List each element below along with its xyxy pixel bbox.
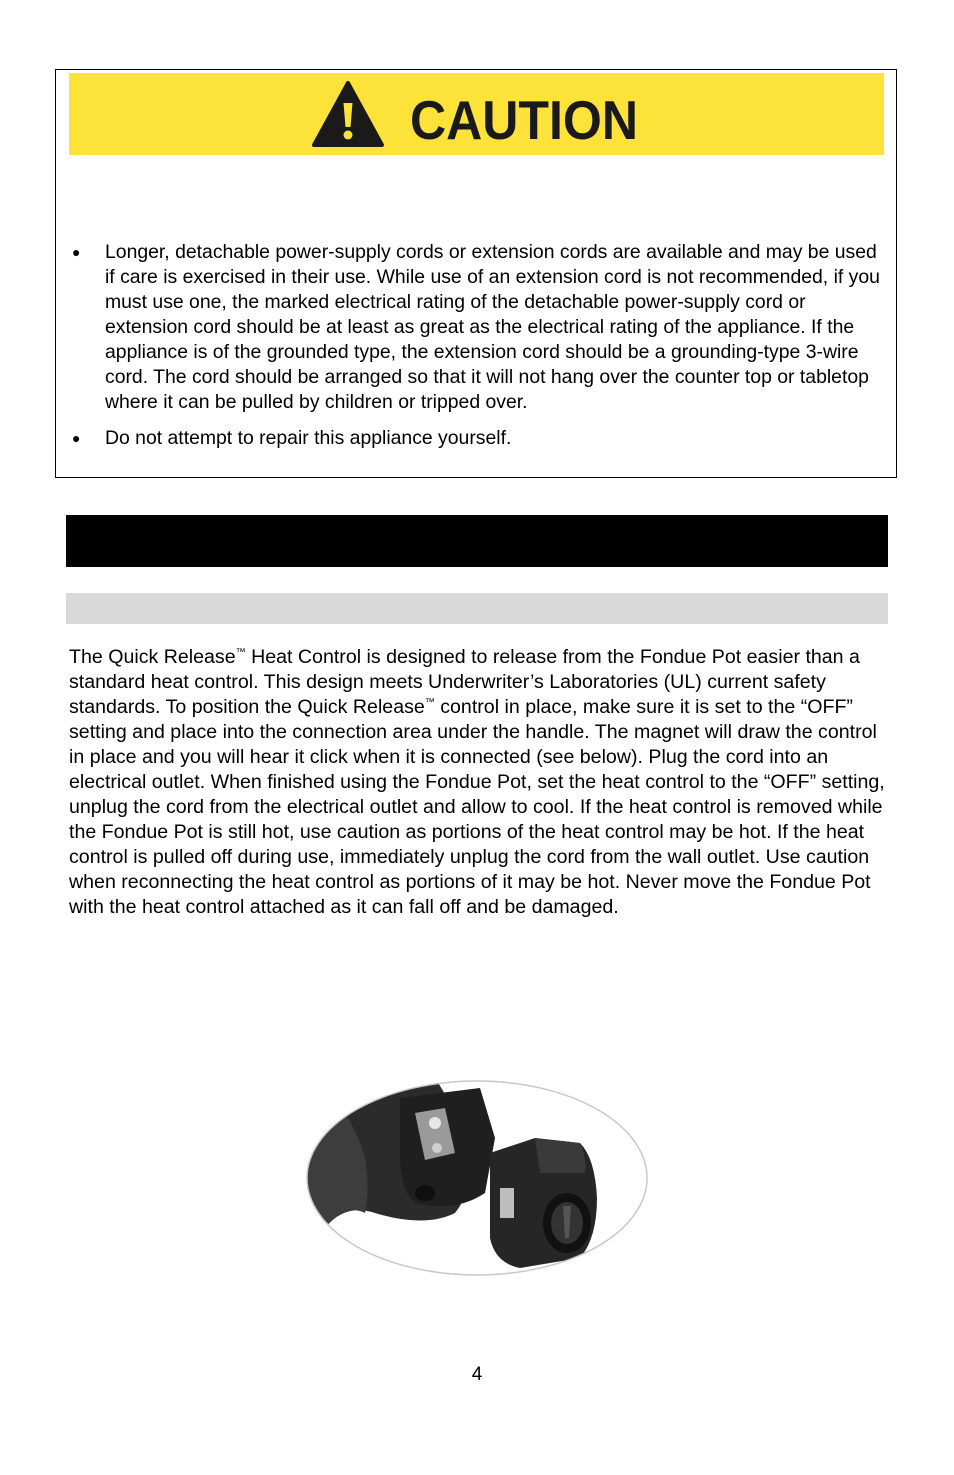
- warning-triangle-icon: [314, 83, 382, 145]
- heat-control-paragraph: [69, 645, 889, 920]
- trademark-symbol: ™: [424, 697, 435, 708]
- list-item-text: Longer, detachable power-supply cords or extension cords are available and may be used if care is exercised in their use. While use of an extension cord is not recommended, if you must use one, the marked electrical rating of the detachable power-supply cord or extension cord should be at least as great as the electrical rating of the appliance. If the appliance is of the grounded type, the extension cord should be a grounding-type 3-wire cord. The cord should be arranged so that it will not hang over the counter top or tabletop where it can be pulled by children or tripped over.: [105, 241, 880, 413]
- paragraph-text: control in place, make sure it is set to the “OFF” setting and place into the connection area under the handle. The magnet will draw the control in place and you will hear it click when it is connected (see below). Plug the cord into an electrical outlet. When finished using the Fondue Pot, set the heat control to the “OFF” setting, unplug the cord from the electrical outlet and allow to cool. If the heat control is removed while the Fondue Pot is still hot, use caution as portions of the heat control may be hot. If the heat control is pulled off during use, immediately unplug the cord from the wall outlet. Use caution when reconnecting the heat control as portions of it may be hot. Never move the Fondue Pot with the heat control attached as it can fall off and be damaged.: [69, 696, 885, 918]
- bullet-icon: ●: [72, 244, 81, 260]
- caution-bullet-list: [56, 240, 898, 462]
- subsection-header-bar: [66, 593, 888, 624]
- bullet-icon: ●: [72, 430, 81, 446]
- section-header-bar: [66, 515, 888, 567]
- list-item: [56, 426, 898, 451]
- list-item: [56, 240, 898, 415]
- heat-control-photo: [305, 1078, 650, 1278]
- paragraph-text: Heat Control is designed to release from the Fondue Pot easier than a standard heat control. This design meets Underwriter’s Laboratories (UL) current safety standards. To position the Quick Release: [69, 646, 860, 718]
- caution-title: CAUTION: [409, 89, 638, 149]
- caution-banner-graphic: [312, 79, 642, 149]
- caution-banner: [69, 73, 884, 155]
- paragraph-text: The Quick Release: [69, 646, 236, 668]
- page-number: 4: [471, 1364, 483, 1385]
- list-item-text: Do not attempt to repair this appliance yourself.: [105, 427, 512, 449]
- trademark-symbol: ™: [235, 647, 246, 658]
- caution-box: [55, 69, 897, 478]
